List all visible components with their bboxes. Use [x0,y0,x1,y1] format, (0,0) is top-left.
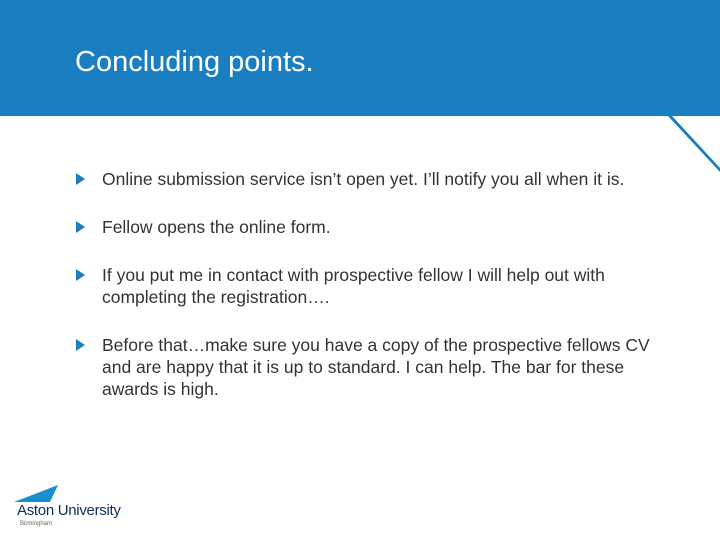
bullet-arrow-icon [76,221,85,233]
bullet-text: If you put me in contact with prospective fellow I will help out with completing the registration…. [102,265,605,307]
slide-title: Concluding points. [75,46,314,78]
corner-decoration [668,116,720,172]
logo-name: Aston University [17,502,121,519]
title-bar [0,0,720,116]
logo-subtitle: Birmingham [20,521,53,527]
aston-university-logo [14,485,134,530]
bullet-item [76,216,676,238]
bullet-arrow-icon [76,173,85,185]
bullet-arrow-icon [76,339,85,351]
bullet-list [76,168,676,400]
bullet-item [76,264,676,308]
bullet-text: Fellow opens the online form. [102,217,331,237]
bullet-item [76,334,676,400]
bullet-text: Online submission service isn’t open yet. I’ll notify you all when it is. [102,169,625,189]
bullet-item [76,168,676,190]
logo-swoosh-icon [14,485,64,503]
bullet-text: Before that…make sure you have a copy of the prospective fellows CV and are happy that it is up to standard. I can help. The bar for these awards is high. [102,335,650,399]
bullet-arrow-icon [76,269,85,281]
